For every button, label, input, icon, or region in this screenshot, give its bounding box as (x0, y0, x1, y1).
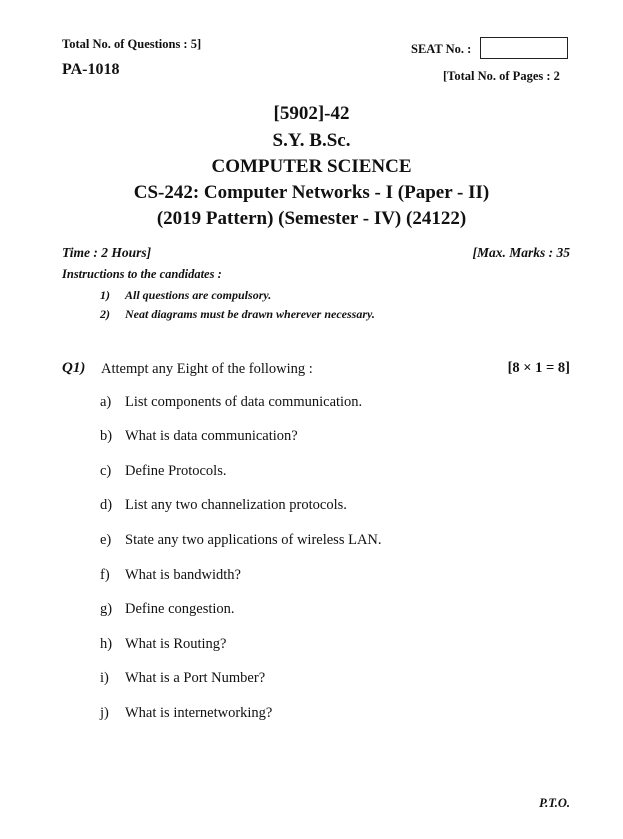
pattern-semester: (2019 Pattern) (Semester - IV) (24122) (156, 208, 467, 229)
sub-question-letter: d) (100, 497, 113, 513)
instruction-text: All questions are compulsory. (125, 288, 272, 302)
sub-question-text: What is bandwidth? (125, 567, 241, 583)
instructions-heading: Instructions to the candidates : (62, 267, 222, 281)
sub-question-letter: j) (100, 705, 109, 721)
sub-question (100, 567, 241, 584)
course-title: CS-242: Computer Networks - I (Paper - II) (133, 182, 490, 203)
sub-question-text: List any two channelization protocols. (125, 497, 347, 513)
sub-question-letter: i) (100, 670, 109, 686)
max-marks: [Max. Marks : 35 (472, 245, 570, 260)
sub-question (100, 394, 362, 411)
sub-question-text: What is a Port Number? (125, 670, 266, 686)
instruction-number: 1) (100, 288, 110, 302)
sub-question-letter: c) (100, 463, 112, 479)
sub-question-text: List components of data communication. (125, 394, 363, 410)
sub-question-text: Define Protocols. (125, 463, 227, 479)
sub-question-text: What is Routing? (125, 636, 227, 652)
sub-question (100, 463, 226, 480)
instruction-number: 2) (100, 307, 110, 321)
sub-question-letter: b) (100, 428, 113, 444)
program-name: S.Y. B.Sc. (272, 130, 351, 151)
sub-question-text: State any two applications of wireless LAN. (125, 532, 382, 548)
exam-time: Time : 2 Hours] (62, 245, 152, 260)
exam-code: [5902]-42 (273, 103, 350, 124)
subject-name: COMPUTER SCIENCE (211, 156, 412, 177)
sub-question-letter: f) (100, 567, 110, 583)
question-prompt: Attempt any Eight of the following : (101, 361, 313, 377)
sub-question-letter: g) (100, 601, 113, 617)
sub-question-text: What is internetworking? (125, 705, 273, 721)
seat-number-box[interactable] (480, 37, 568, 59)
page-turn-over: P.T.O. (539, 796, 570, 810)
sub-question-letter: e) (100, 532, 112, 548)
sub-question (100, 705, 272, 722)
question-number: Q1) (62, 360, 86, 376)
sub-question (100, 428, 298, 445)
instruction-text: Neat diagrams must be drawn wherever necessary. (125, 307, 375, 321)
question-marks: [8 × 1 = 8] (507, 360, 570, 376)
total-questions: Total No. of Questions : 5] (62, 37, 202, 51)
seat-number-label: SEAT No. : (411, 42, 472, 56)
sub-question-letter: a) (100, 394, 112, 410)
sub-question (100, 601, 235, 618)
sub-question (100, 497, 347, 514)
total-pages: [Total No. of Pages : 2 (443, 69, 560, 83)
sub-question-text: What is data communication? (125, 428, 298, 444)
sub-question-text: Define congestion. (125, 601, 235, 617)
sub-question (100, 670, 265, 687)
sub-question-letter: h) (100, 636, 113, 652)
sub-question (100, 636, 227, 653)
paper-code: PA-1018 (62, 61, 120, 78)
sub-question (100, 532, 382, 549)
